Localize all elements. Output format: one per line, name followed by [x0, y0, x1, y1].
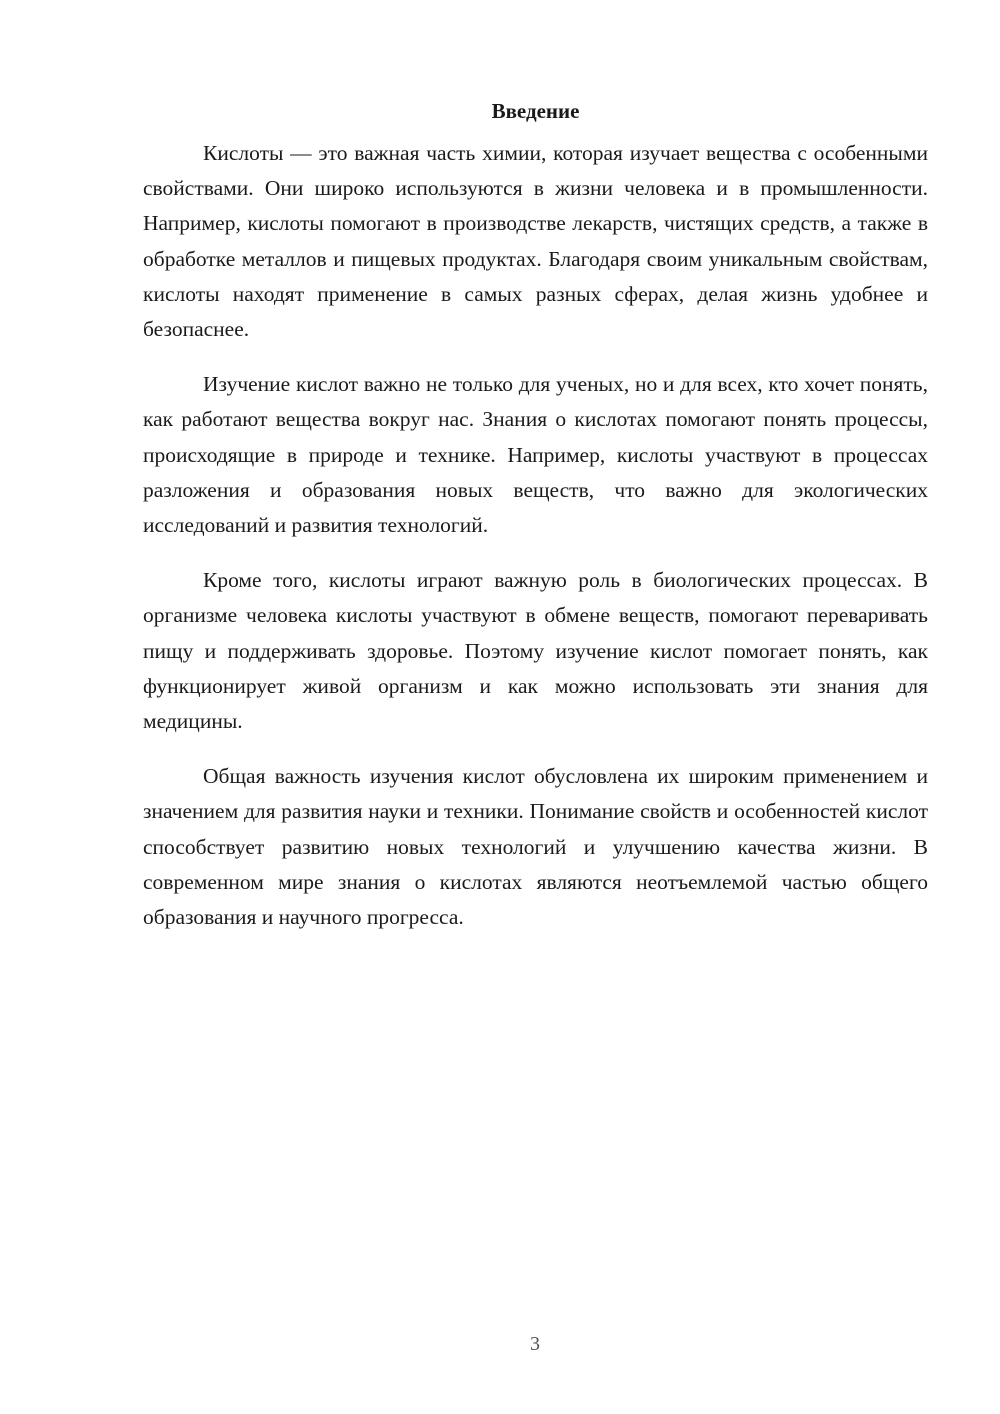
page-number: 3 — [530, 1333, 540, 1355]
paragraph-4: Общая важность изучения кислот обусловлена их широким применением и значением для развития науки и техники. Понимание свойств и особенностей кислот способствует развитию новых технологий и улучшению качества жизни. В современном мире знания о кислотах являются неотъемлемой частью общего образования и научного прогресса. — [143, 764, 928, 930]
section-heading: Введение — [491, 99, 580, 123]
page-content — [143, 96, 928, 955]
paragraph-1: Кислоты — это важная часть химии, которая изучает вещества с особенными свойствами. Они широко используются в жизни человека и в промышленности. Например, кислоты помогают в производстве лекарств, чистящих средств, а также в обработке металлов и пищевых продуктах. Благодаря своим уникальным свойствам, кислоты находят применение в самых разных сферах, делая жизнь удобнее и безопаснее. — [143, 141, 928, 342]
paragraph-3: Кроме того, кислоты играют важную роль в биологических процессах. В организме человека кислоты участвуют в обмене веществ, помогают переваривать пищу и поддерживать здоровье. Поэтому изучение кислот помогает понять, как функционирует живой организм и как можно использовать эти знания для медицины. — [143, 568, 928, 734]
paragraph-2: Изучение кислот важно не только для ученых, но и для всех, кто хочет понять, как работают вещества вокруг нас. Знания о кислотах помогают понять процессы, происходящие в природе и технике. Например, кислоты участвуют в процессах разложения и образования новых веществ, что важно для экологических исследований и развития технологий. — [143, 372, 928, 538]
